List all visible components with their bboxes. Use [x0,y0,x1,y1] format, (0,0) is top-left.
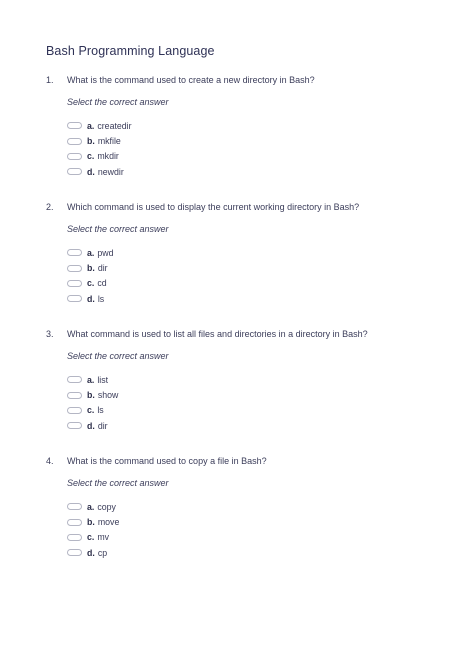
answer-option-c[interactable] [67,276,113,291]
option-text: mkdir [97,151,119,162]
option-text: createdir [97,120,132,131]
option-letter: d. [87,547,95,558]
answer-option-b[interactable] [67,514,119,529]
question-text: Which command is used to display the current working directory in Bash? [67,202,360,212]
question-text: What is the command used to copy a file in Bash? [67,456,267,466]
answer-option-b[interactable] [67,387,118,402]
radio-toggle-icon[interactable] [67,153,82,160]
option-letter: b. [87,390,95,401]
question-instruction: Select the correct answer [67,478,169,488]
radio-toggle-icon[interactable] [67,295,82,302]
option-text: move [97,517,120,528]
radio-toggle-icon[interactable] [67,122,82,129]
answer-option-d[interactable] [67,418,118,433]
option-letter: a. [87,501,95,512]
answer-option-a[interactable] [67,245,113,260]
answer-option-c[interactable] [67,149,132,164]
radio-toggle-icon[interactable] [67,407,82,414]
answer-option-c[interactable] [67,403,118,418]
option-letter: d. [87,166,95,177]
radio-toggle-icon[interactable] [67,249,82,256]
option-letter: c. [87,151,95,162]
option-text: ls [97,405,104,416]
answer-options [67,372,118,434]
radio-toggle-icon[interactable] [67,549,82,556]
radio-toggle-icon[interactable] [67,534,82,541]
question-instruction: Select the correct answer [67,97,169,107]
question-number: 3. [46,329,54,339]
option-letter: d. [87,420,95,431]
radio-toggle-icon[interactable] [67,422,82,429]
question-text: What command is used to list all files and directories in a directory in Bash? [67,329,368,339]
question-text: What is the command used to create a new directory in Bash? [67,75,315,85]
answer-option-b[interactable] [67,133,132,148]
option-letter: b. [87,136,95,147]
option-letter: a. [87,120,95,131]
option-letter: c. [87,278,95,289]
answer-option-c[interactable] [67,530,119,545]
option-text: mv [97,532,110,543]
option-letter: b. [87,263,95,274]
quiz-title: Bash Programming Language [46,44,215,58]
option-text: show [97,390,119,401]
answer-options [67,499,119,561]
answer-options [67,245,113,307]
question-instruction: Select the correct answer [67,351,169,361]
answer-option-d[interactable] [67,291,113,306]
radio-toggle-icon[interactable] [67,280,82,287]
option-letter: c. [87,532,95,543]
option-text: copy [97,501,116,512]
question-number: 2. [46,202,54,212]
radio-toggle-icon[interactable] [67,503,82,510]
answer-options [67,118,132,180]
radio-toggle-icon[interactable] [67,168,82,175]
answer-option-a[interactable] [67,118,132,133]
radio-toggle-icon[interactable] [67,265,82,272]
answer-option-a[interactable] [67,499,119,514]
radio-toggle-icon[interactable] [67,376,82,383]
option-text: dir [97,420,108,431]
option-text: cd [97,278,107,289]
answer-option-d[interactable] [67,164,132,179]
option-letter: c. [87,405,95,416]
option-text: pwd [97,247,114,258]
option-text: list [97,374,109,385]
radio-toggle-icon[interactable] [67,519,82,526]
option-text: mkfile [97,136,121,147]
option-text: newdir [97,166,124,177]
question-number: 4. [46,456,54,466]
radio-toggle-icon[interactable] [67,138,82,145]
option-letter: a. [87,374,95,385]
option-letter: b. [87,517,95,528]
option-letter: d. [87,293,95,304]
option-text: ls [97,293,105,304]
answer-option-d[interactable] [67,545,119,560]
option-letter: a. [87,247,95,258]
answer-option-a[interactable] [67,372,118,387]
question-number: 1. [46,75,54,85]
question-instruction: Select the correct answer [67,224,169,234]
answer-option-b[interactable] [67,260,113,275]
radio-toggle-icon[interactable] [67,392,82,399]
option-text: cp [97,547,108,558]
option-text: dir [97,263,108,274]
